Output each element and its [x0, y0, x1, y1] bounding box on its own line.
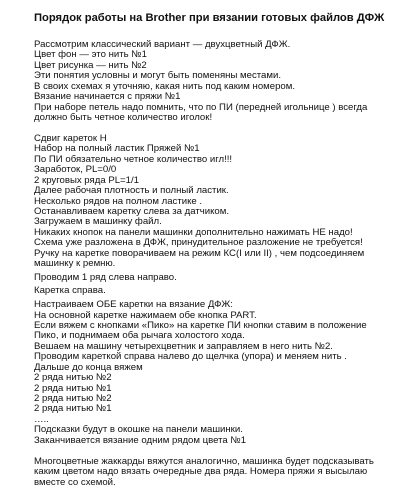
paragraph-line: Проводим кареткой справа налево до щелчка (упора) и меняем нить . — [34, 352, 347, 363]
paragraph-line: должно быть четное количество иголок! — [34, 113, 213, 124]
paragraph-line: Цвет рисунка — нить №2 — [34, 60, 147, 71]
paragraph-line: каким цветом надо вязать очередные два ряда. Номера пряжи я высылаю — [34, 467, 368, 478]
paragraph-line: Многоцветные жаккарды вяжутся аналогично, машинка будет подсказывать — [34, 456, 374, 467]
paragraph-line: 2 ряда нитью №2 — [34, 373, 112, 384]
paragraph-gap — [34, 446, 402, 456]
paragraph-line: Настраиваем ОБЕ каретки на вязание ДФЖ: — [34, 300, 233, 311]
paragraph-line: Вешаем на машину четырехцветник и заправляем в него нить №2. — [34, 341, 333, 352]
paragraph-line: Схема уже разложена в ДФЖ, принудительное разложение не требуется! — [34, 238, 363, 249]
paragraph-line: В своих схемах я уточняю, какая нить под каким номером. — [34, 81, 296, 92]
paragraph-line: 2 круговых ряда PL=1/1 — [34, 175, 139, 186]
paragraph-line: Эти понятия условны и могут быть поменяны местами. — [34, 71, 281, 82]
paragraph-line: На основной каретке нажимаем обе кнопка PART. — [34, 310, 257, 321]
paragraph-line: Вязание начинается с пряжи №1 — [34, 92, 181, 103]
paragraph-line: 2 ряда нитью №1 — [34, 404, 112, 415]
paragraph-line: Никаких кнопок на панели машинки дополнительно нажимать НЕ надо! — [34, 227, 353, 238]
document-title: Порядок работы на Brother при вязании готовых файлов ДФЖ — [34, 12, 385, 24]
paragraph-line: ….. — [34, 414, 49, 425]
paragraph-line: Ручку на каретке поворачиваем на режим КС(I или II) , чем подсоединяем — [34, 248, 365, 259]
paragraph-line: Заработок, PL=0/0 — [34, 165, 117, 176]
paragraph-line: Дальше до конца вяжем — [34, 362, 143, 373]
paragraph-line: машинку к ремню. — [34, 259, 116, 270]
paragraph-line: Проводим 1 ряд слева направо. — [34, 272, 177, 283]
paragraph-line: При наборе петель надо помнить, что по ПИ (передней игольнице ) всегда — [34, 102, 368, 113]
paragraph-line: Цвет фон — это нить №1 — [34, 50, 147, 61]
paragraph-line: Набор на полный ластик Пряжей №1 — [34, 144, 200, 155]
paragraph-line: Далее рабочая плотность и полный ластик. — [34, 186, 229, 197]
paragraph-gap — [34, 124, 402, 134]
paragraph-line: Каретка справа. — [34, 286, 106, 297]
paragraph-line: Заканчивается вязание одним рядом цвета №1 — [34, 435, 247, 446]
paragraph-line: 2 ряда нитью №1 — [34, 383, 112, 394]
paragraph-line: Пико, и поднимаем оба рычага холостого хода. — [34, 331, 245, 342]
paragraph-line: Останавливаем каретку слева за датчиком. — [34, 207, 230, 217]
paragraph-line: Рассмотрим классический вариант — двухцветный ДФЖ. — [34, 40, 291, 50]
paragraph-line: Подсказки будут в окошке на панели машинки. — [34, 425, 243, 436]
paragraph-line: Несколько рядов на полном ластике . — [34, 196, 203, 207]
paragraph-line: По ПИ обязательно четное количество игл!!! — [34, 154, 233, 165]
paragraph-line: Сдвиг кареток Н — [34, 133, 107, 144]
paragraph-line: Если вяжем с кнопками «Пико» на каретке ПИ кнопки ставим в положение — [34, 320, 367, 331]
paragraph-line: вместе со схемой. — [34, 477, 116, 488]
document-body — [34, 40, 402, 488]
paragraph-line: 2 ряда нитью №2 — [34, 394, 112, 404]
paragraph-line: Загружаем в машинку файл. — [34, 217, 162, 228]
